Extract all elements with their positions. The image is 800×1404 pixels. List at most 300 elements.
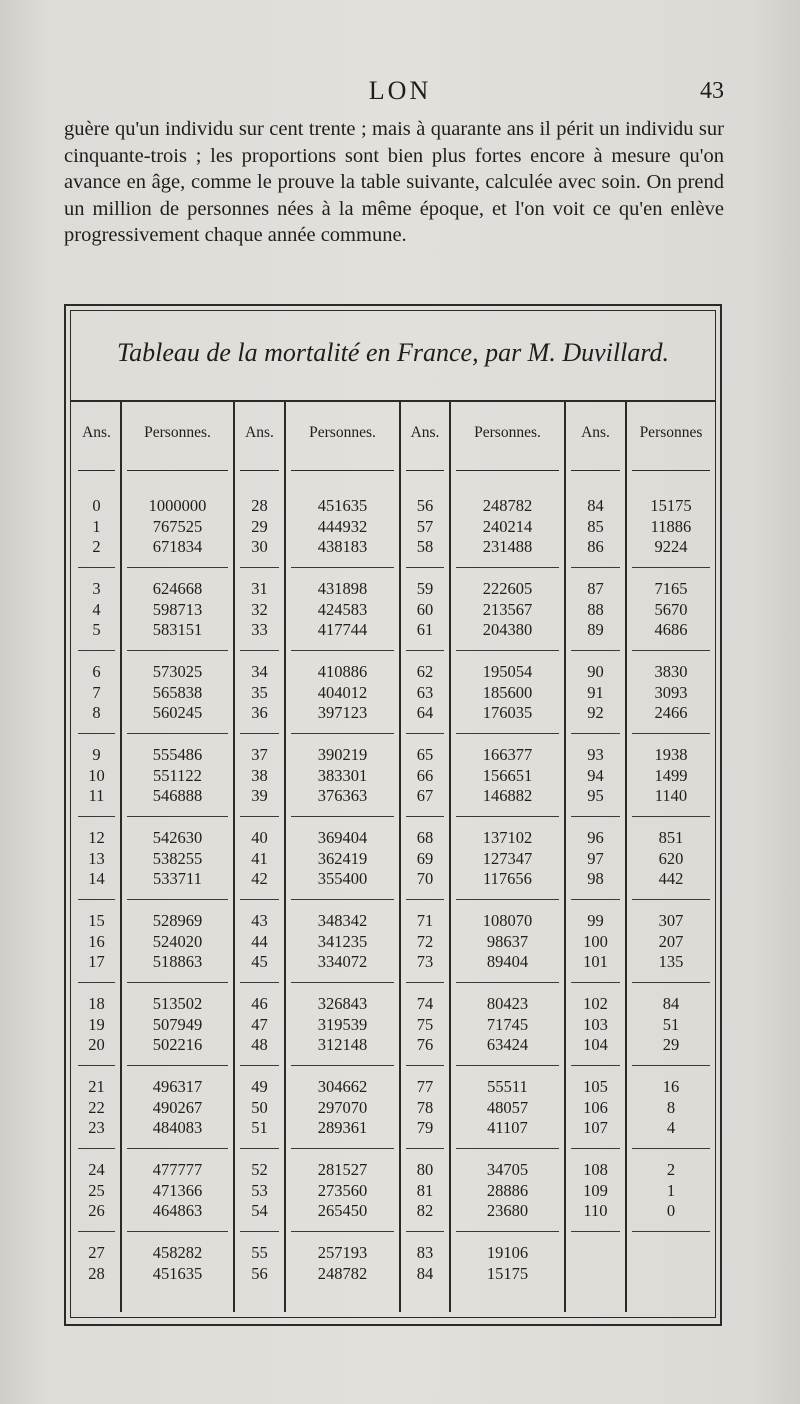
persons-cell: 533711 [153, 869, 202, 888]
age-cell: 52 [251, 1160, 268, 1179]
running-head-title: LON [368, 76, 432, 105]
persons-cell: 538255 [152, 848, 203, 868]
header-underline [632, 470, 710, 471]
persons-cell: 334072 [317, 952, 368, 971]
persons-cell: 28886 [486, 1180, 529, 1200]
age-cell: 96 [587, 828, 604, 847]
persons-cell: 185600 [482, 682, 533, 702]
age-cell: 106 [583, 1097, 608, 1117]
age-cell: 20 [88, 1035, 105, 1054]
persons-cell: 513502 [152, 994, 203, 1013]
persons-cell: 369404 [317, 828, 368, 847]
group-separator [406, 899, 444, 900]
group-separator [127, 733, 228, 734]
header-underline [127, 470, 228, 471]
group-separator [78, 650, 115, 651]
persons-cell: 9224 [654, 537, 688, 556]
age-cell: 58 [416, 537, 434, 556]
persons-cell: 5670 [654, 599, 688, 619]
persons-cell: 63424 [486, 1035, 529, 1054]
persons-cell: 431898 [317, 579, 368, 598]
persons-cell: 297070 [317, 1097, 368, 1117]
age-cell: 84 [587, 496, 604, 515]
group-separator [456, 733, 559, 734]
age-cell: 64 [416, 703, 434, 722]
persons-cell: 362419 [317, 848, 368, 868]
age-cell: 7 [92, 682, 101, 702]
group-separator [240, 899, 279, 900]
group-separator [291, 899, 394, 900]
group-separator [406, 1231, 444, 1232]
persons-cell: 555486 [152, 745, 203, 764]
persons-cell: 19106 [486, 1243, 529, 1262]
persons-cell: 137102 [482, 828, 533, 847]
age-cell: 14 [88, 869, 105, 888]
age-cell: 99 [587, 911, 604, 930]
persons-cell: 117656 [483, 869, 532, 888]
header-underline [406, 470, 444, 471]
group-separator [78, 733, 115, 734]
age-cell: 73 [416, 952, 434, 971]
column-header: Personnes [639, 424, 703, 441]
persons-cell: 451635 [317, 496, 368, 515]
persons-cell: 307 [658, 911, 684, 930]
persons-cell: 84 [662, 994, 680, 1013]
age-cell: 44 [251, 931, 268, 951]
group-separator [456, 899, 559, 900]
persons-cell: 444932 [317, 516, 368, 536]
running-head [0, 76, 800, 116]
persons-cell: 851 [658, 828, 684, 847]
column-header: Ans. [82, 424, 111, 441]
age-cell: 97 [587, 848, 604, 868]
age-cell: 93 [587, 745, 604, 764]
persons-cell: 565838 [152, 682, 203, 702]
group-separator [78, 816, 115, 817]
persons-cell: 1938 [654, 745, 688, 764]
persons-cell: 265450 [317, 1201, 368, 1220]
age-cell: 2 [92, 537, 101, 556]
column-header: Ans. [245, 424, 274, 441]
group-separator [127, 650, 228, 651]
age-cell: 63 [416, 682, 434, 702]
age-cell: 10 [88, 765, 105, 785]
group-separator [632, 899, 710, 900]
age-cell: 107 [583, 1118, 608, 1137]
age-cell: 74 [416, 994, 434, 1013]
persons-cell: 11886 [650, 516, 692, 536]
persons-cell: 383301 [317, 765, 368, 785]
age-cell: 37 [251, 745, 268, 764]
age-cell: 70 [416, 869, 434, 888]
persons-cell: 507949 [152, 1014, 203, 1034]
age-cell: 39 [251, 786, 268, 805]
group-separator [127, 567, 228, 568]
persons-cell: 502216 [152, 1035, 203, 1054]
persons-cell: 312148 [317, 1035, 368, 1054]
age-cell: 81 [416, 1180, 434, 1200]
persons-cell: 542630 [152, 828, 203, 847]
age-cell: 65 [416, 745, 434, 764]
group-separator [456, 982, 559, 983]
age-cell: 71 [416, 911, 434, 930]
group-separator [571, 733, 620, 734]
persons-cell: 55511 [487, 1077, 528, 1096]
persons-cell: 496317 [152, 1077, 203, 1096]
age-cell: 32 [251, 599, 268, 619]
persons-cell: 7165 [654, 579, 688, 598]
group-separator [456, 1231, 559, 1232]
age-cell: 53 [251, 1180, 268, 1200]
group-separator [456, 650, 559, 651]
age-cell: 49 [251, 1077, 268, 1096]
group-separator [632, 650, 710, 651]
group-separator [456, 816, 559, 817]
age-cell: 60 [416, 599, 434, 619]
age-cell: 21 [88, 1077, 105, 1096]
persons-cell: 4686 [654, 620, 688, 639]
group-separator [571, 899, 620, 900]
group-separator [291, 1065, 394, 1066]
persons-cell: 326843 [317, 994, 368, 1013]
persons-cell: 207 [658, 931, 684, 951]
age-cell: 11 [88, 786, 105, 805]
table-caption-box [70, 310, 716, 402]
age-cell: 50 [251, 1097, 268, 1117]
age-cell: 66 [416, 765, 434, 785]
group-separator [78, 1065, 115, 1066]
persons-cell: 195054 [482, 662, 533, 681]
group-separator [127, 1231, 228, 1232]
group-separator [406, 650, 444, 651]
group-separator [127, 816, 228, 817]
persons-cell: 583151 [152, 620, 203, 639]
header-underline [78, 470, 115, 471]
age-cell: 0 [92, 496, 101, 515]
group-separator [78, 1231, 115, 1232]
age-cell: 26 [88, 1201, 105, 1220]
group-separator [240, 1148, 279, 1149]
age-cell: 92 [587, 703, 604, 722]
age-cell: 6 [92, 662, 101, 681]
age-cell: 42 [251, 869, 268, 888]
persons-cell: 166377 [482, 745, 533, 764]
persons-cell: 573025 [152, 662, 203, 681]
age-cell: 33 [251, 620, 268, 639]
group-separator [632, 733, 710, 734]
group-separator [406, 733, 444, 734]
age-cell: 80 [416, 1160, 434, 1179]
age-cell: 82 [416, 1201, 434, 1220]
persons-cell: 451635 [152, 1263, 203, 1283]
persons-cell: 23680 [486, 1201, 529, 1220]
age-cell: 46 [251, 994, 268, 1013]
age-cell: 23 [88, 1118, 105, 1137]
persons-cell: 248782 [482, 496, 533, 515]
group-separator [456, 1065, 559, 1066]
persons-cell: 376363 [317, 786, 368, 805]
group-separator [291, 1231, 394, 1232]
age-cell: 56 [251, 1263, 268, 1283]
age-cell: 57 [416, 516, 434, 536]
age-cell: 62 [416, 662, 434, 681]
persons-cell: 222605 [482, 579, 533, 598]
group-separator [240, 733, 279, 734]
age-cell: 72 [416, 931, 434, 951]
age-cell: 40 [251, 828, 268, 847]
age-cell: 101 [583, 952, 608, 971]
persons-cell: 15175 [650, 496, 692, 515]
group-separator [127, 982, 228, 983]
group-separator [78, 567, 115, 568]
group-separator [571, 1231, 620, 1232]
age-cell: 69 [416, 848, 434, 868]
age-cell: 103 [583, 1014, 608, 1034]
group-separator [571, 1065, 620, 1066]
persons-cell: 41107 [487, 1118, 528, 1137]
age-cell: 55 [251, 1243, 268, 1262]
persons-cell: 51 [662, 1014, 680, 1034]
persons-cell: 490267 [152, 1097, 203, 1117]
age-cell: 77 [416, 1077, 434, 1096]
persons-cell: 48057 [486, 1097, 529, 1117]
age-cell: 19 [88, 1014, 105, 1034]
age-cell: 56 [416, 496, 434, 515]
age-cell: 35 [251, 682, 268, 702]
group-separator [240, 1065, 279, 1066]
age-cell: 5 [92, 620, 101, 639]
persons-cell: 348342 [317, 911, 368, 930]
persons-cell: 438183 [317, 537, 368, 556]
age-cell: 59 [416, 579, 434, 598]
group-separator [571, 567, 620, 568]
persons-cell: 442 [658, 869, 684, 888]
persons-cell: 417744 [317, 620, 368, 639]
group-separator [291, 567, 394, 568]
age-cell: 109 [583, 1180, 608, 1200]
age-cell: 13 [88, 848, 105, 868]
header-underline [456, 470, 559, 471]
group-separator [406, 567, 444, 568]
persons-cell: 464863 [152, 1201, 203, 1220]
age-cell: 4 [92, 599, 101, 619]
age-cell: 48 [251, 1035, 268, 1054]
persons-cell: 8 [666, 1097, 676, 1117]
age-cell: 68 [416, 828, 434, 847]
persons-cell: 2466 [654, 703, 688, 722]
persons-cell: 620 [658, 848, 684, 868]
group-separator [406, 982, 444, 983]
age-cell: 30 [251, 537, 268, 556]
age-cell: 88 [587, 599, 604, 619]
age-cell: 90 [587, 662, 604, 681]
age-cell: 102 [583, 994, 608, 1013]
persons-cell: 248782 [317, 1263, 368, 1283]
page-number: 43 [700, 78, 724, 104]
age-cell: 17 [88, 952, 105, 971]
age-cell: 29 [251, 516, 268, 536]
age-cell: 36 [251, 703, 268, 722]
persons-cell: 0 [666, 1201, 676, 1220]
persons-cell: 390219 [317, 745, 368, 764]
age-cell: 98 [587, 869, 604, 888]
persons-cell: 484083 [152, 1118, 203, 1137]
group-separator [456, 1148, 559, 1149]
age-cell: 24 [88, 1160, 105, 1179]
persons-cell: 29 [662, 1035, 680, 1054]
age-cell: 25 [88, 1180, 105, 1200]
age-cell: 28 [251, 496, 268, 515]
age-cell: 54 [251, 1201, 268, 1220]
group-separator [632, 1148, 710, 1149]
group-separator [240, 982, 279, 983]
persons-cell: 273560 [317, 1180, 368, 1200]
persons-cell: 458282 [152, 1243, 203, 1262]
age-cell: 28 [88, 1263, 105, 1283]
group-separator [632, 982, 710, 983]
age-cell: 87 [587, 579, 604, 598]
column-header: Ans. [410, 424, 440, 441]
age-cell: 95 [587, 786, 604, 805]
age-cell: 104 [583, 1035, 608, 1054]
persons-cell: 304662 [317, 1077, 368, 1096]
persons-cell: 397123 [317, 703, 368, 722]
persons-cell: 1 [666, 1180, 676, 1200]
persons-cell: 355400 [317, 869, 368, 888]
group-separator [632, 1231, 710, 1232]
age-cell: 79 [416, 1118, 434, 1137]
age-cell: 94 [587, 765, 604, 785]
age-cell: 15 [88, 911, 105, 930]
group-separator [406, 1065, 444, 1066]
persons-cell: 204380 [482, 620, 533, 639]
group-separator [632, 567, 710, 568]
persons-cell: 281527 [317, 1160, 368, 1179]
persons-cell: 231488 [482, 537, 533, 556]
age-cell: 1 [92, 516, 101, 536]
persons-cell: 156651 [482, 765, 533, 785]
group-separator [127, 899, 228, 900]
persons-cell: 518863 [152, 952, 203, 971]
group-separator [78, 982, 115, 983]
age-cell: 78 [416, 1097, 434, 1117]
age-cell: 83 [416, 1243, 434, 1262]
persons-cell: 98637 [486, 931, 529, 951]
persons-cell: 80423 [486, 994, 529, 1013]
persons-cell: 34705 [486, 1160, 529, 1179]
age-cell: 85 [587, 516, 604, 536]
age-cell: 67 [416, 786, 434, 805]
persons-cell: 341235 [317, 931, 368, 951]
group-separator [291, 816, 394, 817]
age-cell: 38 [251, 765, 268, 785]
persons-cell: 598713 [152, 599, 203, 619]
persons-cell: 424583 [317, 599, 368, 619]
age-cell: 9 [92, 745, 101, 764]
table-caption: Tableau de la mortalité en France, par M. Duvillard. [117, 338, 669, 367]
age-cell: 22 [88, 1097, 105, 1117]
persons-cell: 176035 [482, 703, 533, 722]
persons-cell: 4 [666, 1118, 676, 1137]
group-separator [291, 982, 394, 983]
group-separator [571, 982, 620, 983]
persons-cell: 3093 [654, 682, 688, 702]
age-cell: 27 [88, 1243, 105, 1262]
group-separator [571, 816, 620, 817]
persons-cell: 127347 [482, 848, 533, 868]
group-separator [456, 567, 559, 568]
group-separator [632, 816, 710, 817]
age-cell: 16 [88, 931, 105, 951]
group-separator [291, 1148, 394, 1149]
group-separator [78, 1148, 115, 1149]
persons-cell: 528969 [152, 911, 203, 930]
column-header: Personnes. [144, 424, 211, 441]
persons-cell: 404012 [317, 682, 368, 702]
persons-cell: 16 [662, 1077, 680, 1096]
group-separator [127, 1065, 228, 1066]
persons-cell: 560245 [152, 703, 203, 722]
age-cell: 91 [587, 682, 604, 702]
persons-cell: 240214 [482, 516, 533, 536]
age-cell: 12 [88, 828, 105, 847]
age-cell: 84 [416, 1263, 434, 1283]
persons-cell: 89404 [486, 952, 529, 971]
persons-cell: 477777 [152, 1160, 203, 1179]
group-separator [240, 567, 279, 568]
persons-cell: 213567 [482, 599, 533, 619]
group-separator [240, 816, 279, 817]
age-cell: 110 [583, 1201, 608, 1220]
persons-cell: 289361 [317, 1118, 368, 1137]
persons-cell: 767525 [152, 516, 203, 536]
persons-cell: 15175 [486, 1263, 529, 1283]
age-cell: 3 [92, 579, 101, 598]
persons-cell: 108070 [482, 911, 533, 930]
group-separator [406, 1148, 444, 1149]
persons-cell: 319539 [317, 1014, 368, 1034]
age-cell: 100 [583, 931, 608, 951]
persons-cell: 257193 [317, 1243, 368, 1262]
age-cell: 61 [416, 620, 434, 639]
group-separator [632, 1065, 710, 1066]
intro-paragraph: guère qu'un individu sur cent trente ; mais à quarante ans il périt un individu sur cinquante-trois ; les proportions sont bien plus fortes encore à mesure qu'on avance en âge, comme le prouve la table suivante, calculée avec soin. On prend un million de personnes nées à la même époque, et l'on voit ce qu'en enlève progressivement chaque année commune. [64, 118, 724, 246]
age-cell: 108 [583, 1160, 608, 1179]
age-cell: 45 [251, 952, 268, 971]
group-separator [127, 1148, 228, 1149]
group-separator [240, 1231, 279, 1232]
persons-cell: 546888 [152, 786, 203, 805]
group-separator [571, 650, 620, 651]
age-cell: 51 [251, 1118, 268, 1137]
persons-cell: 135 [658, 952, 684, 971]
age-cell: 89 [587, 620, 604, 639]
persons-cell: 1499 [654, 765, 688, 785]
persons-cell: 671834 [152, 537, 203, 556]
persons-cell: 2 [666, 1160, 676, 1179]
age-cell: 105 [583, 1077, 608, 1096]
persons-cell: 1000000 [148, 496, 207, 515]
age-cell: 47 [251, 1014, 268, 1034]
persons-cell: 3830 [654, 662, 688, 681]
group-separator [571, 1148, 620, 1149]
persons-cell: 551122 [153, 765, 202, 785]
age-cell: 86 [587, 537, 604, 556]
group-separator [291, 650, 394, 651]
persons-cell: 71745 [486, 1014, 529, 1034]
column-header: Personnes. [474, 424, 541, 441]
age-cell: 31 [251, 579, 268, 598]
